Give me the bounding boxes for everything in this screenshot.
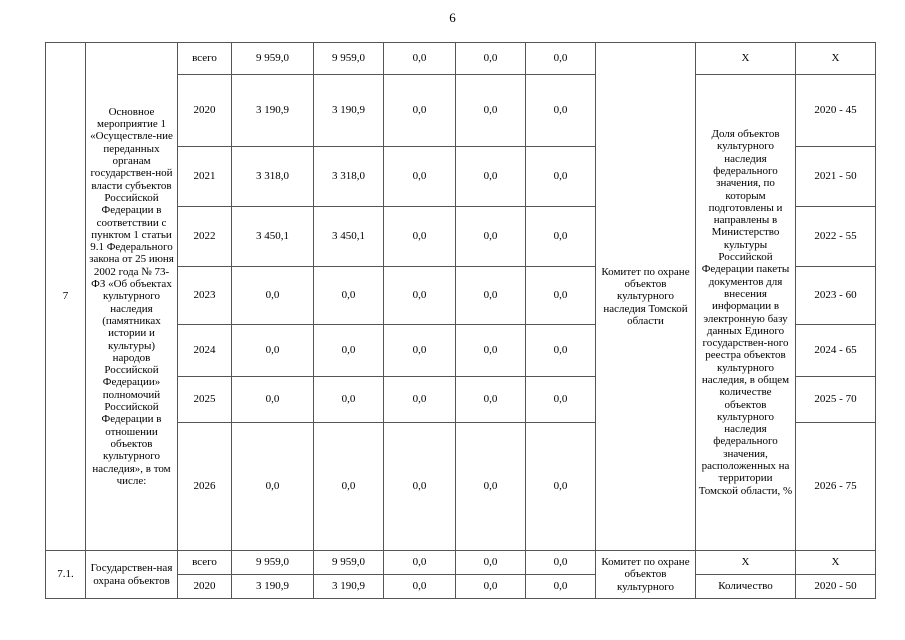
year-cell: 2022 — [178, 207, 232, 267]
amount-cell-local: 0,0 — [456, 551, 526, 575]
amount-cell-other: 0,0 — [526, 43, 596, 75]
amount-cell-federal: 3 318,0 — [314, 147, 384, 207]
indicator-cell: Количество — [696, 575, 796, 599]
amount-cell-local: 0,0 — [456, 325, 526, 377]
target-value-cell: 2025 - 70 — [796, 377, 876, 423]
executor-cell: Комитет по охране объектов культурного — [596, 551, 696, 599]
page-number: 6 — [449, 10, 456, 25]
amount-cell-regional: 0,0 — [384, 377, 456, 423]
indicator-cell: Х — [696, 43, 796, 75]
amount-cell-local: 0,0 — [456, 575, 526, 599]
amount-cell-total: 0,0 — [232, 325, 314, 377]
target-value-cell: 2024 - 65 — [796, 325, 876, 377]
amount-cell-regional: 0,0 — [384, 207, 456, 267]
amount-cell-regional: 0,0 — [384, 75, 456, 147]
amount-cell-regional: 0,0 — [384, 575, 456, 599]
amount-cell-other: 0,0 — [526, 377, 596, 423]
target-value-cell: 2021 - 50 — [796, 147, 876, 207]
amount-cell-total: 9 959,0 — [232, 43, 314, 75]
year-cell: 2025 — [178, 377, 232, 423]
amount-cell-local: 0,0 — [456, 147, 526, 207]
amount-cell-federal: 3 190,9 — [314, 575, 384, 599]
amount-cell-other: 0,0 — [526, 75, 596, 147]
amount-cell-other: 0,0 — [526, 575, 596, 599]
amount-cell-total: 3 450,1 — [232, 207, 314, 267]
year-cell: всего — [178, 551, 232, 575]
amount-cell-federal: 0,0 — [314, 267, 384, 325]
amount-cell-federal: 0,0 — [314, 423, 384, 551]
budget-table — [45, 42, 876, 599]
target-value-cell: 2022 - 55 — [796, 207, 876, 267]
year-cell: 2023 — [178, 267, 232, 325]
amount-cell-other: 0,0 — [526, 207, 596, 267]
activity-name-cell: Государствен-ная охрана объектов — [86, 551, 178, 599]
year-cell: 2020 — [178, 575, 232, 599]
target-value-cell: 2023 - 60 — [796, 267, 876, 325]
amount-cell-local: 0,0 — [456, 423, 526, 551]
amount-cell-total: 9 959,0 — [232, 551, 314, 575]
amount-cell-regional: 0,0 — [384, 551, 456, 575]
amount-cell-federal: 9 959,0 — [314, 551, 384, 575]
executor-cell: Комитет по охране объектов культурного наследия Томской области — [596, 43, 696, 551]
amount-cell-total: 3 190,9 — [232, 575, 314, 599]
indicator-cell: Доля объектов культурного наследия федерального значения, по которым подготовлены и направлены в Министерство культуры Российской Федерации пакеты документов для внесения информации в электронную базу данных Единого государствен-ного реестра объектов культурного наследия, в общем количестве объектов культурного наследия федерального значения, расположенных на территории Томской области, % — [696, 75, 796, 551]
amount-cell-total: 3 318,0 — [232, 147, 314, 207]
amount-cell-other: 0,0 — [526, 551, 596, 575]
target-value-cell: Х — [796, 551, 876, 575]
activity-name-cell: Основное мероприятие 1 «Осуществле-ние переданных органам государствен-ной власти субъектов Российской Федерации в соответствии с пунктом 1 статьи 9.1 Федерального закона от 25 июня 2002 года № 73-ФЗ «Об объектах культурного наследия (памятниках истории и культуры) народов Российской Федерации» полномочий Российской Федерации в отношении объектов культурного наследия», в том числе: — [86, 43, 178, 551]
amount-cell-federal: 9 959,0 — [314, 43, 384, 75]
amount-cell-local: 0,0 — [456, 43, 526, 75]
target-value-cell: 2026 - 75 — [796, 423, 876, 551]
amount-cell-total: 0,0 — [232, 423, 314, 551]
amount-cell-total: 0,0 — [232, 377, 314, 423]
amount-cell-regional: 0,0 — [384, 267, 456, 325]
amount-cell-local: 0,0 — [456, 207, 526, 267]
amount-cell-local: 0,0 — [456, 75, 526, 147]
table-row — [46, 43, 876, 75]
amount-cell-regional: 0,0 — [384, 325, 456, 377]
amount-cell-federal: 0,0 — [314, 325, 384, 377]
amount-cell-total: 3 190,9 — [232, 75, 314, 147]
amount-cell-regional: 0,0 — [384, 423, 456, 551]
year-cell: 2020 — [178, 75, 232, 147]
amount-cell-federal: 0,0 — [314, 377, 384, 423]
year-cell: 2021 — [178, 147, 232, 207]
row-number-cell: 7.1. — [46, 551, 86, 599]
year-cell: всего — [178, 43, 232, 75]
amount-cell-regional: 0,0 — [384, 43, 456, 75]
amount-cell-federal: 3 450,1 — [314, 207, 384, 267]
target-value-cell: 2020 - 50 — [796, 575, 876, 599]
amount-cell-other: 0,0 — [526, 147, 596, 207]
amount-cell-total: 0,0 — [232, 267, 314, 325]
indicator-cell: Х — [696, 551, 796, 575]
amount-cell-other: 0,0 — [526, 267, 596, 325]
target-value-cell: 2020 - 45 — [796, 75, 876, 147]
table-row — [46, 551, 876, 575]
amount-cell-federal: 3 190,9 — [314, 75, 384, 147]
amount-cell-local: 0,0 — [456, 377, 526, 423]
amount-cell-local: 0,0 — [456, 267, 526, 325]
year-cell: 2024 — [178, 325, 232, 377]
year-cell: 2026 — [178, 423, 232, 551]
row-number-cell: 7 — [46, 43, 86, 551]
target-value-cell: Х — [796, 43, 876, 75]
amount-cell-regional: 0,0 — [384, 147, 456, 207]
amount-cell-other: 0,0 — [526, 423, 596, 551]
amount-cell-other: 0,0 — [526, 325, 596, 377]
